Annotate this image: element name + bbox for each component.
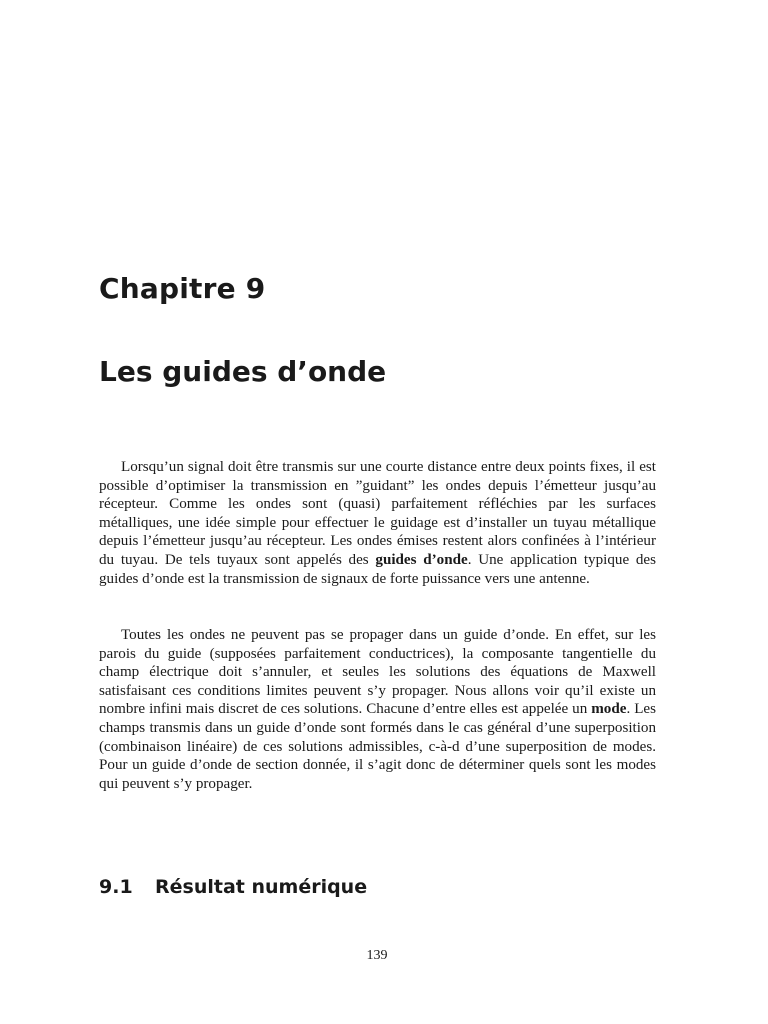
paragraph-text: Toutes les ondes ne peuvent pas se propager dans un guide d’onde. En effet, sur les parois du guide (supposées parfaitement conductrices), la composante tangentielle du champ électrique doit s’annuler, et seules les solutions des équations de Maxwell satisfaisant ces conditions limites peuvent s’y propager. Nous allons voir qu’il existe un nombre infini mais discret de ces solutions. Chacune d’entre elles est appelée un — [99, 627, 656, 718]
paragraph-modes — [99, 626, 656, 793]
chapter-label: Chapitre 9 — [99, 272, 266, 305]
term-mode: mode — [591, 701, 627, 718]
paragraph-text: . Les champs transmis dans un guide d’onde sont formés dans le cas général d’une superposition (combinaison linéaire) de ces solutions admissibles, c-à-d d’une superposition de modes. Pour un guide d’onde de section donnée, il s’agit donc de déterminer quels sont les modes qui peuvent s’y propager. — [99, 701, 656, 792]
page-number: 139 — [366, 948, 388, 963]
section-number: 9.1 — [99, 876, 133, 898]
paragraph-text: . Une application typique des guides d’onde est la transmission de signaux de forte puissance vers une antenne. — [99, 551, 656, 587]
paragraph-intro — [99, 458, 656, 588]
chapter-title: Les guides d’onde — [99, 355, 387, 388]
section-title: Résultat numérique — [155, 876, 368, 898]
paragraph-text: Lorsqu’un signal doit être transmis sur une courte distance entre deux points fixes, il est possible d’optimiser la transmission en ”guidant” les ondes depuis l’émetteur jusqu’au récepteur. Comme les ondes sont (quasi) parfaitement réfléchies par les surfaces métalliques, une idée simple pour effectuer le guidage est d’installer un tuyau métallique depuis l’émetteur jusqu’au récepteur. Les ondes émises restent alors confinées à l’intérieur du tuyau. De tels tuyaux sont appelés des — [99, 459, 656, 568]
term-guides-d-onde: guides d’onde — [375, 551, 468, 568]
section-heading — [99, 876, 367, 898]
